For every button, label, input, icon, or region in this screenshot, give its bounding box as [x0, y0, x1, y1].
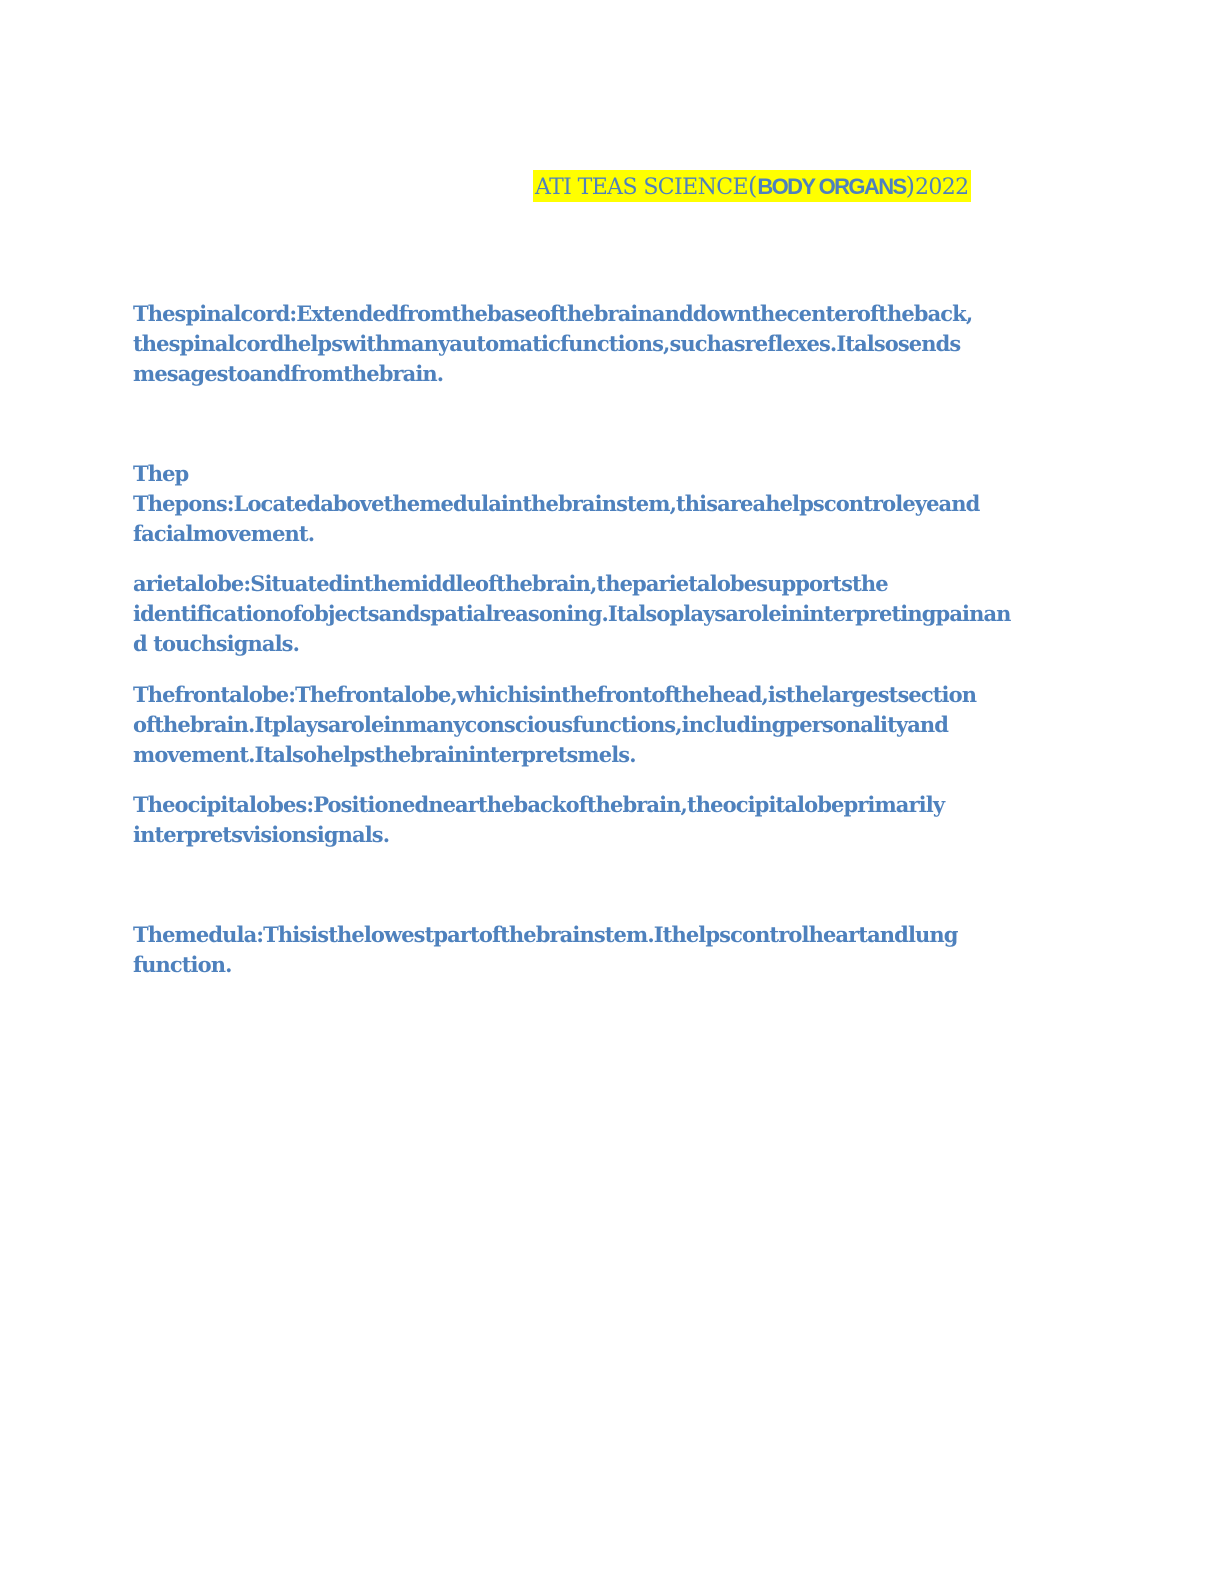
title-open-paren: (	[747, 172, 758, 200]
paragraph-pons	[133, 459, 1108, 549]
text-line: facialmovement.	[133, 521, 315, 546]
text-line: Themedula:Thisisthelowestpartofthebrainstem.Ithelpscontrolheartandlung	[133, 922, 958, 947]
text-line: Theocipitalobes:Positionednearthebackofthebrain,theocipitalobeprimarily	[133, 792, 945, 817]
paragraph-occipital-lobe	[133, 790, 1108, 850]
document-title	[533, 170, 971, 202]
text-line: Thefrontalobe:Thefrontalobe,whichisinthefrontofthehead,isthelargestsection	[133, 682, 977, 707]
paragraph-frontal-lobe	[133, 680, 1108, 770]
title-year: 2022	[914, 175, 969, 200]
paragraph-parietal-lobe	[133, 569, 1108, 659]
text-line: mesagestoandfromthebrain.	[133, 361, 444, 386]
title-close-paren: )	[905, 172, 915, 200]
title-part-2: BODY ORGANS	[757, 174, 906, 199]
text-line: arietalobe:Situatedinthemiddleofthebrain,theparietalobesupportsthe	[133, 571, 888, 596]
text-line: identificationofobjectsandspatialreasoning.Italsoplaysaroleininterpretingpainan	[133, 601, 1011, 626]
text-line: Thep	[133, 461, 189, 486]
text-line: function.	[133, 952, 232, 977]
text-line: ofthebrain.Itplaysaroleinmanyconsciousfunctions,includingpersonalityand	[133, 712, 949, 737]
text-line: thespinalcordhelpswithmanyautomaticfunctions,suchasreflexes.Italsosends	[133, 331, 961, 356]
title-part-1: ATI TEAS SCIENCE	[535, 175, 748, 200]
text-line: interpretsvisionsignals.	[133, 822, 390, 847]
text-line: Thespinalcord:Extendedfromthebaseofthebrainanddownthecenteroftheback,	[133, 301, 973, 326]
paragraph-spinal-cord	[133, 299, 1108, 389]
text-line: d touchsignals.	[133, 631, 299, 656]
paragraph-medula	[133, 920, 1108, 980]
text-line: movement.Italsohelpsthebraininterpretsmels.	[133, 742, 636, 767]
text-line: Thepons:Locatedabovethemedulainthebrainstem,thisareahelpscontroleyeand	[133, 491, 980, 516]
